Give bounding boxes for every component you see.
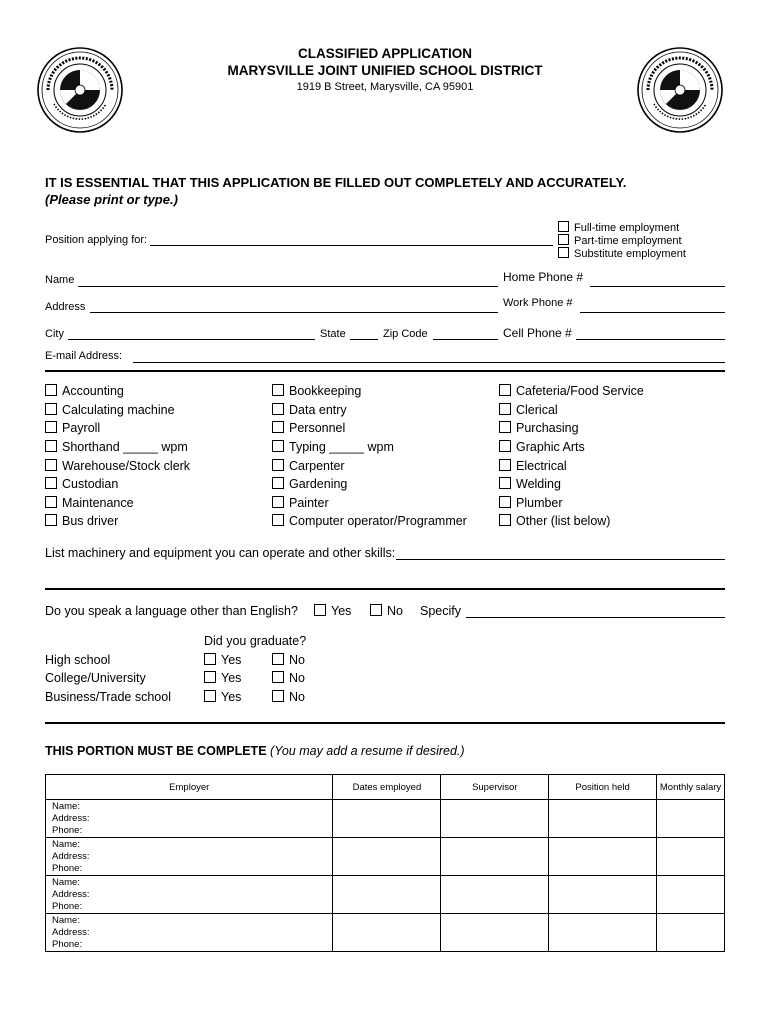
email-label: E-mail Address: (45, 350, 123, 362)
graduate-question: Did you graduate? (204, 634, 307, 648)
employment-history-table (45, 774, 725, 952)
position-label: Position applying for: (45, 234, 148, 246)
section-divider (45, 722, 725, 724)
skill-checkbox[interactable]: Graphic Arts (499, 440, 585, 454)
edu-college: College/University (45, 671, 146, 685)
skill-checkbox[interactable]: Custodian (45, 477, 118, 491)
home-phone-label: Home Phone # (503, 270, 584, 284)
skill-checkbox[interactable]: Bus driver (45, 514, 118, 528)
email-input[interactable] (133, 362, 725, 363)
machinery-label: List machinery and equipment you can operate and other skills: (45, 546, 396, 560)
substitute-checkbox[interactable]: Substitute employment (558, 247, 686, 260)
address-input[interactable] (90, 312, 498, 313)
section-divider (45, 588, 725, 590)
skill-checkbox[interactable]: Electrical (499, 459, 567, 473)
fulltime-checkbox[interactable]: Full-time employment (558, 221, 679, 234)
home-phone-input[interactable] (590, 286, 725, 287)
skill-checkbox[interactable]: Shorthand _____ wpm (45, 440, 188, 454)
table-row[interactable]: Name: Address: Phone: (46, 838, 725, 876)
language-specify-input[interactable] (466, 617, 725, 618)
table-row[interactable]: Name: Address: Phone: (46, 876, 725, 914)
district-name: MARYSVILLE JOINT UNIFIED SCHOOL DISTRICT (227, 63, 543, 78)
work-phone-input[interactable] (580, 312, 725, 313)
skill-checkbox[interactable]: Painter (272, 496, 329, 510)
district-address: 1919 B Street, Marysville, CA 95901 (296, 81, 474, 93)
skill-checkbox[interactable]: Purchasing (499, 421, 579, 435)
skill-checkbox[interactable]: Calculating machine (45, 403, 175, 417)
skill-checkbox[interactable]: Clerical (499, 403, 558, 417)
notice-text: IT IS ESSENTIAL THAT THIS APPLICATION BE FILLED OUT COMPLETELY AND ACCURATELY. (45, 175, 627, 190)
skill-checkbox[interactable]: Computer operator/Programmer (272, 514, 467, 528)
col-position: Position held (549, 775, 657, 800)
table-header-row (46, 775, 725, 800)
hs-no-checkbox[interactable]: No (272, 653, 305, 667)
state-label: State (320, 328, 346, 340)
name-input[interactable] (78, 286, 498, 287)
skill-checkbox[interactable]: Bookkeeping (272, 384, 361, 398)
employment-heading: THIS PORTION MUST BE COMPLETE (You may add a resume if desired.) (45, 744, 465, 758)
skill-checkbox[interactable]: Personnel (272, 421, 345, 435)
skill-checkbox[interactable]: Gardening (272, 477, 347, 491)
hs-yes-checkbox[interactable]: Yes (204, 653, 241, 667)
zip-input[interactable] (433, 339, 498, 340)
skill-checkbox[interactable]: Carpenter (272, 459, 345, 473)
table-row[interactable]: Name: Address: Phone: (46, 800, 725, 838)
skill-checkbox[interactable]: Data entry (272, 403, 347, 417)
skill-checkbox[interactable]: Payroll (45, 421, 100, 435)
trade-no-checkbox[interactable]: No (272, 690, 305, 704)
machinery-input[interactable] (396, 559, 725, 560)
edu-trade-school: Business/Trade school (45, 690, 171, 704)
work-phone-label: Work Phone # (503, 297, 573, 309)
skill-checkbox[interactable]: Warehouse/Stock clerk (45, 459, 190, 473)
language-question: Do you speak a language other than English? (45, 604, 298, 618)
zip-label: Zip Code (383, 328, 428, 340)
col-employer: Employer (46, 775, 333, 800)
trade-yes-checkbox[interactable]: Yes (204, 690, 241, 704)
skill-checkbox[interactable]: Other (list below) (499, 514, 610, 528)
skill-checkbox[interactable]: Plumber (499, 496, 563, 510)
language-yes-checkbox[interactable]: Yes (314, 604, 351, 618)
college-yes-checkbox[interactable]: Yes (204, 671, 241, 685)
skill-checkbox[interactable]: Welding (499, 477, 561, 491)
form-title: CLASSIFIED APPLICATION (297, 46, 472, 61)
specify-label: Specify (420, 604, 461, 618)
col-dates: Dates employed (333, 775, 441, 800)
edu-high-school: High school (45, 653, 111, 667)
college-no-checkbox[interactable]: No (272, 671, 305, 685)
cell-phone-input[interactable] (576, 339, 725, 340)
cell-phone-label: Cell Phone # (503, 326, 572, 340)
position-input[interactable] (150, 245, 553, 246)
skill-checkbox[interactable]: Maintenance (45, 496, 134, 510)
name-label: Name (45, 274, 75, 286)
col-salary: Monthly salary (657, 775, 725, 800)
parttime-checkbox[interactable]: Part-time employment (558, 234, 682, 247)
col-supervisor: Supervisor (441, 775, 549, 800)
print-note: (Please print or type.) (45, 192, 178, 207)
table-row[interactable]: Name: Address: Phone: (46, 914, 725, 952)
section-divider (45, 370, 725, 372)
language-no-checkbox[interactable]: No (370, 604, 403, 618)
skill-checkbox[interactable]: Accounting (45, 384, 124, 398)
skill-checkbox[interactable]: Typing _____ wpm (272, 440, 394, 454)
state-input[interactable] (350, 339, 378, 340)
address-label: Address (45, 301, 86, 313)
city-input[interactable] (68, 339, 315, 340)
skill-checkbox[interactable]: Cafeteria/Food Service (499, 384, 644, 398)
city-label: City (45, 328, 64, 340)
